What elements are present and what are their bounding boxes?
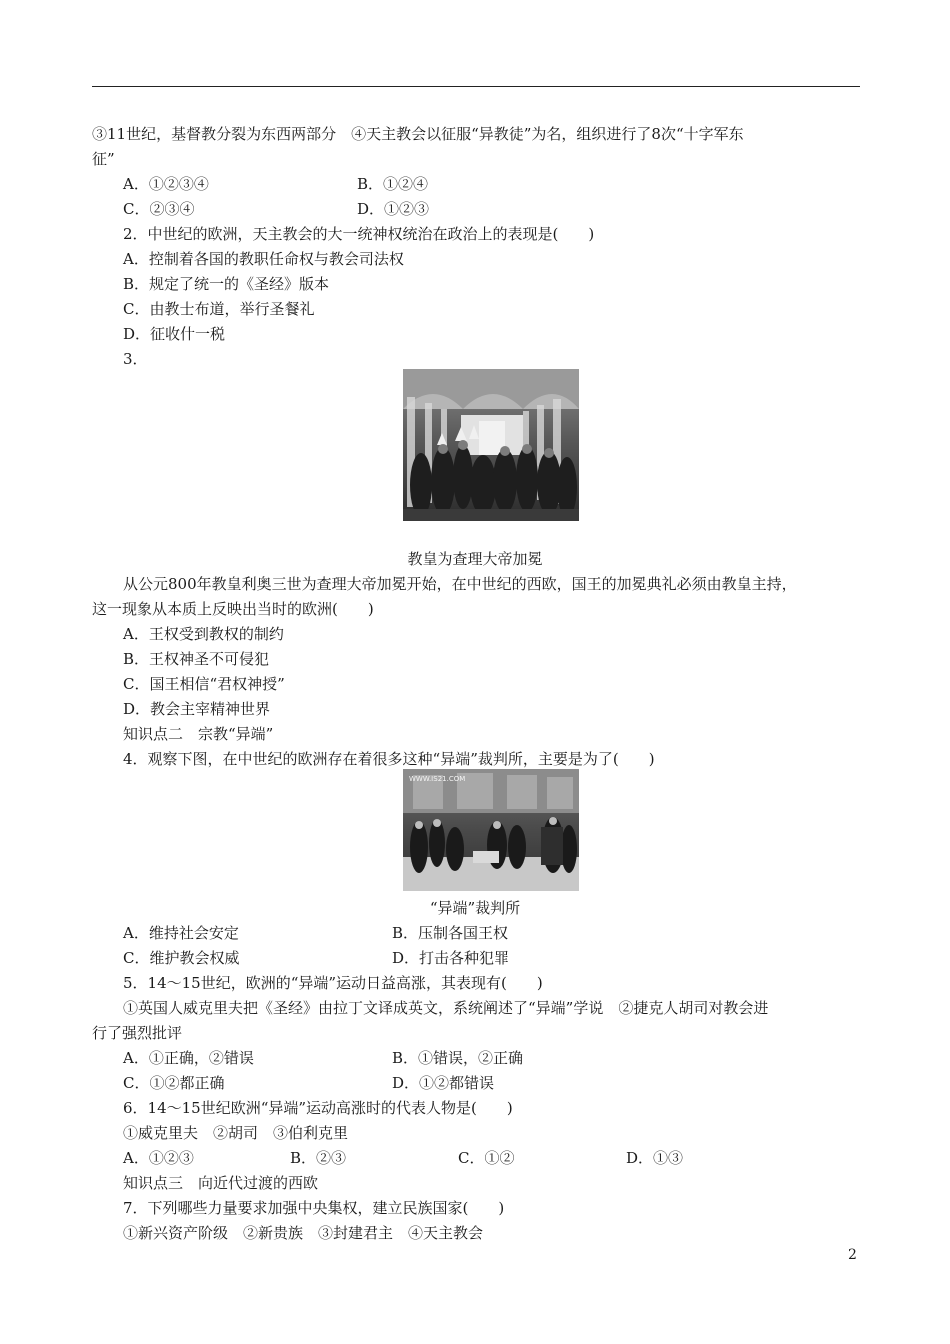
page-number: 2	[848, 1247, 857, 1263]
statement-line: ①威克里夫 ②胡司 ③伯利克里	[123, 1124, 349, 1142]
question-3-text: 从公元800年教皇利奥三世为查理大帝加冕开始，在中世纪的西欧，国王的加冕典礼必须由教皇主持，	[123, 575, 797, 593]
question-3-text: 这一现象从本质上反映出当时的欧洲( )	[92, 600, 374, 618]
question-5: 5．14～15世纪，欧洲的“异端”运动日益高涨，其表现有( )	[123, 974, 543, 992]
option-c: C．维护教会权威	[123, 949, 240, 967]
question-4: 4．观察下图，在中世纪的欧洲存在着很多这种“异端”裁判所，主要是为了( )	[123, 750, 655, 768]
statement-line: ①英国人威克里夫把《圣经》由拉丁文译成英文，系统阐述了“异端”学说 ②捷克人胡司对教会进	[123, 999, 769, 1017]
option-b: B．①②④	[357, 175, 429, 193]
option-c: C．国王相信“君权神授”	[123, 675, 285, 693]
option-b: B．压制各国王权	[392, 924, 509, 942]
option-d: D．①③	[626, 1149, 684, 1167]
text-line: 征”	[92, 150, 115, 168]
option-a: A．维持社会安定	[123, 924, 239, 942]
option-a: A．控制着各国的教职任命权与教会司法权	[123, 250, 404, 268]
option-a: A．①正确，②错误	[123, 1049, 254, 1067]
option-c: C．②③④	[123, 200, 195, 218]
option-b: B．②③	[290, 1149, 347, 1167]
inquisition-figure	[403, 769, 579, 891]
option-b: B．王权神圣不可侵犯	[123, 650, 270, 668]
option-b: B．规定了统一的《圣经》版本	[123, 275, 330, 293]
text-line: ③11世纪，基督教分裂为东西两部分 ④天主教会以征服“异教徒”为名，组织进行了8次“十字军东	[92, 125, 744, 143]
option-d: D．打击各种犯罪	[392, 949, 510, 967]
option-d: D．①②都错误	[392, 1074, 495, 1092]
option-c: C．由教士布道，举行圣餐礼	[123, 300, 315, 318]
question-3: 3．	[123, 350, 148, 368]
option-c: C．①②	[458, 1149, 515, 1167]
section-heading: 知识点二 宗教“异端”	[123, 725, 274, 743]
figure-caption: “异端”裁判所	[429, 899, 521, 917]
section-heading: 知识点三 向近代过渡的西欧	[123, 1174, 319, 1192]
statement-line: 行了强烈批评	[92, 1024, 183, 1042]
option-a: A．①②③	[123, 1149, 194, 1167]
option-d: D．征收什一税	[123, 325, 226, 343]
question-2: 2．中世纪的欧洲，天主教会的大一统神权统治在政治上的表现是( )	[123, 225, 595, 243]
option-d: D．①②③	[357, 200, 430, 218]
option-a: A．①②③④	[123, 175, 209, 193]
coronation-figure	[403, 369, 579, 521]
question-7: 7．下列哪些力量要求加强中央集权，建立民族国家( )	[123, 1199, 505, 1217]
statement-line: ①新兴资产阶级 ②新贵族 ③封建君主 ④天主教会	[123, 1224, 484, 1242]
header-rule	[92, 86, 860, 87]
watermark-text: WWW.IS21.COM	[409, 775, 466, 783]
option-d: D．教会主宰精神世界	[123, 700, 271, 718]
figure-caption: 教皇为查理大帝加冕	[407, 550, 543, 568]
question-6: 6．14～15世纪欧洲“异端”运动高涨时的代表人物是( )	[123, 1099, 513, 1117]
option-a: A．王权受到教权的制约	[123, 625, 284, 643]
option-b: B．①错误，②正确	[392, 1049, 524, 1067]
option-c: C．①②都正确	[123, 1074, 225, 1092]
